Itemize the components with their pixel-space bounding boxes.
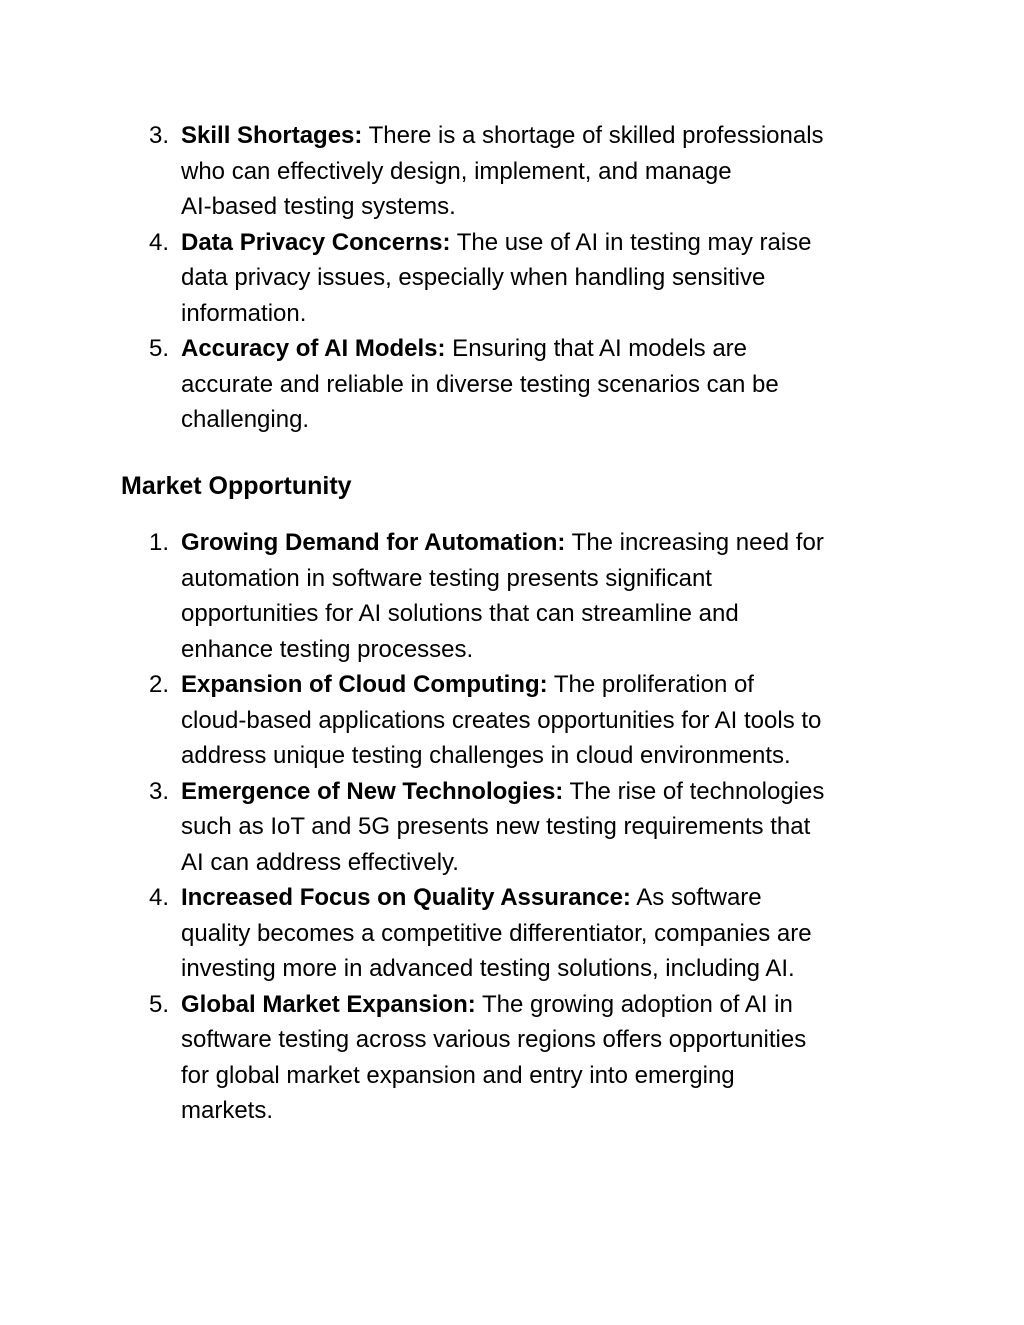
item-term: Increased Focus on Quality Assurance: (181, 884, 631, 911)
list-item (0, 331, 901, 438)
item-text-line: cloud-based applications creates opportunities for AI tools to (181, 706, 822, 734)
item-text-line: such as IoT and 5G presents new testing requirements that (181, 813, 811, 840)
market-opportunity-list (0, 525, 901, 1129)
list-item (0, 774, 901, 881)
item-number: 4. (149, 228, 170, 256)
section-heading: Market Opportunity (121, 472, 352, 500)
list-item (0, 525, 901, 667)
item-text-line: Ensuring that AI models are (445, 335, 748, 362)
item-number: 5. (149, 990, 170, 1018)
item-text-line: The proliferation of (547, 671, 754, 698)
item-number: 4. (149, 884, 170, 911)
item-text-line: AI-based testing systems. (181, 193, 456, 220)
item-text-line: quality becomes a competitive differentiator, companies are (181, 919, 812, 947)
item-text-line: The rise of technologies (563, 777, 825, 805)
item-text-line: As software (630, 884, 762, 911)
challenges-list (0, 118, 901, 438)
item-text-line: data privacy issues, especially when handling sensitive (181, 264, 766, 291)
item-number: 3. (149, 777, 170, 805)
item-text-line: automation in software testing presents significant (181, 564, 712, 592)
item-text-line: markets. (181, 1097, 274, 1124)
list-item (0, 880, 901, 987)
item-term: Growing Demand for Automation: (181, 529, 566, 556)
item-term: Data Privacy Concerns: (181, 228, 451, 256)
item-text-line: who can effectively design, implement, and manage (181, 157, 732, 185)
item-text-line: There is a shortage of skilled professionals (362, 122, 824, 149)
item-text-line: challenging. (181, 406, 310, 433)
item-term: Expansion of Cloud Computing: (181, 671, 548, 698)
item-text-line: software testing across various regions offers opportunities (181, 1026, 807, 1053)
item-term: Accuracy of AI Models: (181, 335, 446, 362)
item-text-line: investing more in advanced testing solutions, including AI. (181, 955, 795, 982)
item-number: 3. (149, 122, 170, 149)
item-text-line: accurate and reliable in diverse testing scenarios can be (181, 370, 779, 398)
item-text-line: enhance testing processes. (181, 635, 474, 663)
item-term: Skill Shortages: (181, 122, 363, 149)
item-number: 1. (149, 529, 170, 556)
item-text-line: The growing adoption of AI in (475, 990, 793, 1018)
item-number: 5. (149, 335, 170, 362)
item-text-line: The use of AI in testing may raise (450, 228, 812, 256)
item-text-line: information. (181, 299, 307, 327)
item-term: Emergence of New Technologies: (181, 777, 564, 805)
item-text-line: for global market expansion and entry into emerging (181, 1061, 735, 1089)
item-text-line: AI can address effectively. (181, 848, 459, 876)
list-item (0, 987, 901, 1129)
item-number: 2. (149, 671, 170, 698)
item-text-line: The increasing need for (565, 529, 824, 556)
list-item (0, 225, 901, 332)
item-term: Global Market Expansion: (181, 990, 476, 1018)
item-text-line: address unique testing challenges in cloud environments. (181, 742, 791, 769)
list-item (0, 118, 901, 225)
list-item (0, 667, 901, 774)
item-text-line: opportunities for AI solutions that can streamline and (181, 600, 739, 627)
